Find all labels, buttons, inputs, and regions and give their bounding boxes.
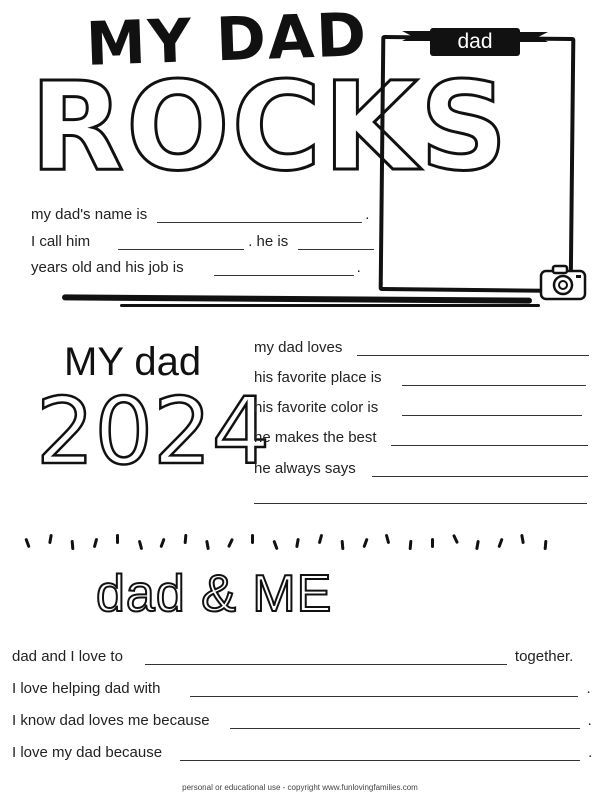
row-label: his favorite place is — [254, 369, 382, 386]
title-my-dad: MY DAD — [84, 0, 370, 80]
dash-mark — [92, 538, 97, 548]
dash-mark — [137, 540, 142, 550]
love-to-blank[interactable] — [145, 650, 507, 665]
dash-mark — [431, 538, 434, 548]
love-to-row — [12, 648, 594, 665]
divider-brush — [62, 294, 532, 303]
helping-row — [12, 680, 594, 697]
loves-me-blank[interactable] — [230, 714, 580, 729]
dash-mark — [272, 540, 278, 550]
camera-icon — [538, 262, 590, 307]
favorite-color-blank[interactable] — [402, 401, 582, 416]
helping-blank[interactable] — [190, 682, 578, 697]
love-because-row — [12, 744, 594, 761]
section3-heading: dad & ME — [96, 565, 333, 623]
job-blank[interactable] — [214, 261, 354, 276]
intro-row-call — [31, 233, 374, 250]
dash-mark — [475, 540, 480, 550]
dash-mark — [227, 538, 234, 548]
intro-row-job — [31, 259, 361, 276]
dash-mark — [24, 538, 30, 548]
intro-middle: . he is — [248, 233, 289, 250]
dad-loves-row — [254, 339, 589, 356]
always-says-row — [254, 460, 588, 477]
intro-label: my dad's name is — [31, 206, 148, 223]
row-end: . — [588, 744, 593, 761]
row-end: . — [365, 206, 370, 223]
dash-mark — [159, 538, 165, 548]
dash-mark — [520, 534, 525, 544]
intro-row-name — [31, 206, 369, 223]
dash-mark — [543, 540, 547, 550]
dad-name-blank[interactable] — [157, 208, 362, 223]
dash-mark — [452, 534, 459, 544]
dash-mark — [408, 540, 412, 550]
dash-divider — [18, 532, 578, 554]
row-end: . — [586, 680, 591, 697]
dash-mark — [295, 538, 300, 548]
favorite-place-row — [254, 369, 586, 386]
section2-year: 2024 — [36, 378, 271, 485]
extra-line-blank[interactable] — [254, 503, 587, 504]
row-end: together. — [514, 648, 574, 665]
row-label: dad and I love to — [12, 648, 123, 665]
row-end: . — [356, 259, 361, 276]
dash-mark — [71, 540, 75, 550]
loves-me-row — [12, 712, 594, 729]
row-label: my dad loves — [254, 339, 343, 356]
always-says-blank[interactable] — [372, 462, 588, 477]
dash-mark — [362, 538, 368, 548]
row-label: his favorite color is — [254, 399, 379, 416]
row-label: he makes the best — [254, 429, 377, 446]
dash-mark — [385, 534, 390, 544]
call-him-blank[interactable] — [118, 235, 244, 250]
makes-best-row — [254, 429, 588, 446]
photo-frame[interactable] — [379, 35, 576, 293]
title-rocks: ROCKS — [30, 56, 510, 198]
age-blank[interactable] — [298, 235, 374, 250]
row-end: . — [587, 712, 592, 729]
dash-mark — [317, 534, 322, 544]
dash-mark — [341, 540, 345, 550]
frame-banner: dad — [430, 28, 520, 56]
favorite-color-row — [254, 399, 582, 416]
makes-best-blank[interactable] — [391, 431, 588, 446]
intro-label: I call him — [31, 233, 91, 250]
dash-mark — [251, 534, 254, 544]
row-label: I love my dad because — [12, 744, 163, 761]
dash-mark — [116, 534, 119, 544]
section2-heading: MY dad — [64, 340, 202, 384]
copyright-footer: personal or educational use - copyright www.funlovingfamilies.com — [182, 783, 418, 792]
love-because-blank[interactable] — [180, 746, 580, 761]
dash-mark — [48, 534, 53, 544]
dash-mark — [183, 534, 187, 544]
dad-loves-blank[interactable] — [357, 341, 589, 356]
row-label: I love helping dad with — [12, 680, 161, 697]
intro-label: years old and his job is — [31, 259, 184, 276]
favorite-place-blank[interactable] — [402, 371, 586, 386]
row-label: I know dad loves me because — [12, 712, 210, 729]
row-label: he always says — [254, 460, 356, 477]
dash-mark — [205, 540, 210, 550]
dash-mark — [497, 538, 503, 548]
divider-brush-thin — [120, 304, 540, 307]
